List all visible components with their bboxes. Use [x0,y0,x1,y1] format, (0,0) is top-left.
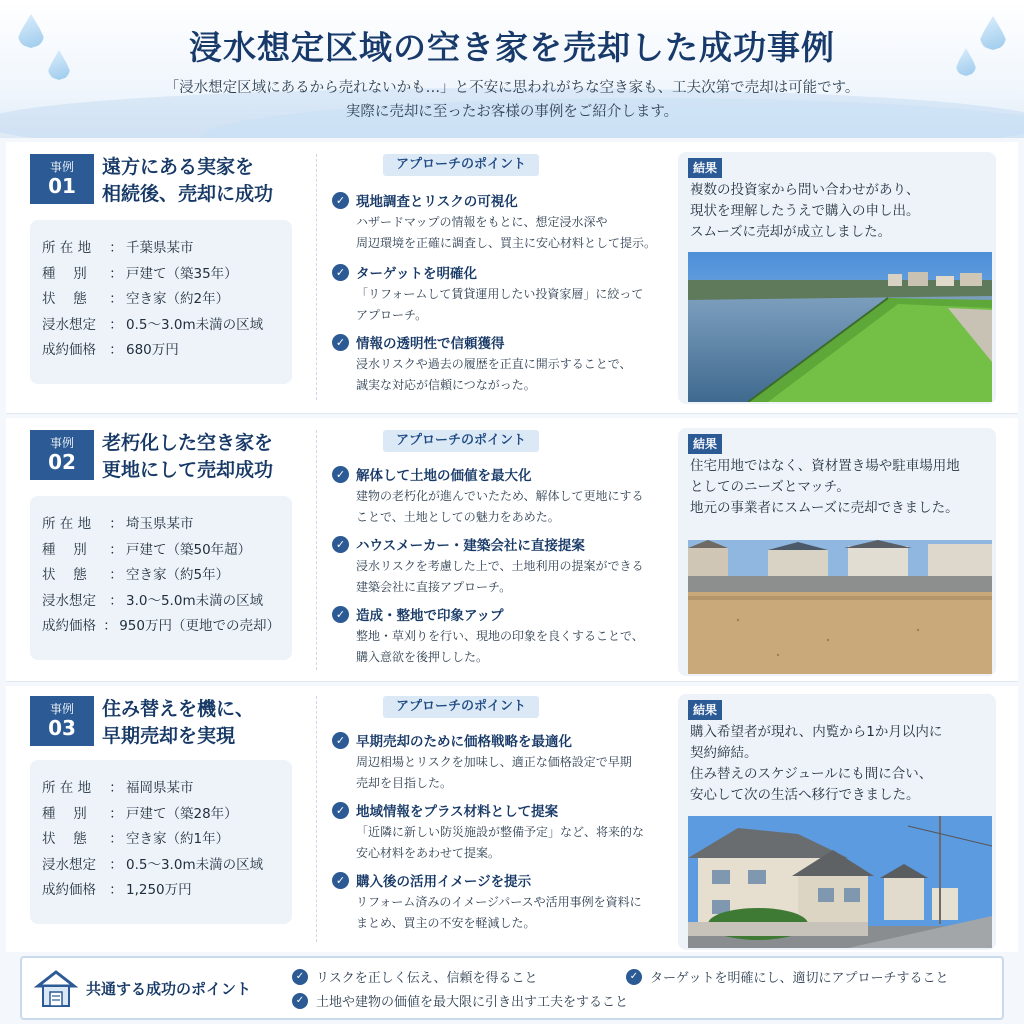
result-line: としてのニーズとマッチ。 [690,479,850,495]
info-key: 成約価格 [42,342,96,358]
result-panel [678,694,996,950]
approach-point [332,870,672,934]
info-colon: ： [109,805,123,822]
info-value: 空き家（約5年） [126,567,230,583]
point-heading: 早期売却のために価格戦略を最適化 [356,734,572,750]
info-colon: ： [109,592,123,609]
result-line: 現状を理解したうえで購入の申し出。 [690,203,920,219]
point-text: まとめ、買主の不安を軽減した。 [356,916,536,930]
approach-point [332,800,672,864]
vacant-lot-photo [688,540,992,674]
info-value: 空き家（約1年） [126,831,230,847]
check-icon: ✓ [332,334,349,351]
check-icon: ✓ [292,993,308,1009]
point-heading: 情報の透明性で信頼獲得 [356,336,505,352]
point-heading: 購入後の活用イメージを提示 [356,874,532,890]
common-point-text: 土地や建物の価値を最大限に引き出す工夫をすること [316,995,629,1010]
info-colon: ： [109,265,123,282]
property-info [30,760,292,924]
approach-point [332,604,672,668]
result-line: 地元の事業者にスムーズに売却できました。 [690,500,959,516]
divider [316,154,317,400]
info-key: 種 別 [42,265,87,282]
point-text: 浸水リスクを考慮した上で、土地利用の提案ができる [356,559,644,573]
case-title-line: 遠方にある実家を [102,156,255,178]
case-title-line: 早期売却を実現 [102,725,236,747]
info-row [42,313,280,339]
info-colon: ： [109,316,123,333]
point-text: 「リフォームして賃貸運用したい投資家層」に絞って [356,287,644,301]
check-icon: ✓ [332,192,349,209]
info-row [42,614,280,640]
info-row [42,236,280,262]
approach-label: アプローチのポイント [383,696,539,718]
common-point [292,991,628,1010]
info-colon: ： [103,618,117,634]
case-badge [30,430,94,480]
approach-point [332,730,672,794]
info-colon: ： [109,780,123,796]
case-title [102,154,312,208]
info-key: 種 別 [42,805,87,822]
page-title: 浸水想定区域の空き家を売却した成功事例 [189,28,835,67]
point-text: 売却を目指した。 [356,776,453,790]
approach-point [332,262,672,326]
point-text: 購入意欲を後押しした。 [356,650,489,664]
approach-label: アプローチのポイント [383,430,539,452]
common-points-title: 共通する成功のポイント [86,980,252,998]
result-label: 結果 [688,158,722,178]
property-info [30,496,292,660]
info-row [42,538,280,564]
result-label: 結果 [688,434,722,454]
case-03 [6,686,1018,952]
info-key: 成約価格 [42,618,96,634]
common-point-text: リスクを正しく伝え、信頼を得ること [316,971,538,986]
info-value: 埼玉県某市 [126,516,194,532]
check-icon: ✓ [626,969,642,985]
river-embankment-photo [688,252,992,402]
point-heading: 造成・整地で印象アップ [356,608,504,624]
point-text: ことで、土地としての魅力をあめた。 [356,510,560,524]
info-colon: ： [109,856,123,873]
result-line: 住み替えのスケジュールにも間に合い、 [690,766,933,782]
point-text: アプローチ。 [356,308,428,322]
common-point [626,967,948,986]
approach-point [332,464,672,528]
info-row [42,287,280,313]
point-text: 周辺相場とリスクを加味し、適正な価格設定で早期 [356,755,632,769]
info-colon: ： [109,240,123,256]
photo-image [688,540,992,674]
point-text: 周辺環境を正確に調査し、買主に安心材料として提示。 [356,236,657,250]
info-value: 福岡県某市 [126,780,194,796]
point-text: 「近隣に新しい防災施設が整備予定」など、将来的な [356,825,645,839]
case-01 [6,142,1018,414]
info-colon: ： [109,882,123,898]
case-number: 02 [48,450,76,474]
info-row [42,338,280,364]
lead-text [0,76,1024,124]
info-value: 戸建て（築35年） [126,265,238,282]
case-number: 01 [48,174,76,198]
case-title [102,430,312,484]
point-heading: 地域情報をプラス材料として提案 [356,804,559,820]
case-prefix: 事例 [49,702,74,716]
common-point-text: ターゲットを明確にし、適切にアプローチすること [650,971,949,986]
case-prefix: 事例 [49,436,74,450]
check-icon: ✓ [332,536,349,553]
info-key: 浸水想定 [42,592,96,609]
info-colon: ： [109,567,123,583]
info-key: 所 在 地 [42,780,92,796]
point-text: 誠実な対応が信頼につながった。 [356,378,536,392]
info-row [42,802,280,828]
info-row [42,262,280,288]
check-icon: ✓ [332,466,349,483]
info-row [42,563,280,589]
lead-line: 「浸水想定区域にあるから売れないかも…」と不安に思われがちな空き家も、工夫次第で売却は可能です。 [164,80,860,96]
info-value: 680万円 [126,342,179,358]
info-key: 所 在 地 [42,240,92,256]
common-point [292,967,538,986]
result-panel [678,152,996,404]
result-line: 安心して次の生活へ移行できました。 [690,787,920,803]
info-value: 0.5～3.0m未満の区域 [126,316,264,333]
info-key: 状 態 [42,291,87,307]
point-heading: ターゲットを明確化 [356,266,477,282]
check-icon: ✓ [332,606,349,623]
approach-point [332,332,672,396]
info-key: 所 在 地 [42,516,92,532]
info-value: 0.5～3.0m未満の区域 [126,856,264,873]
point-text: 安心材料をあわせて提案。 [356,846,501,860]
point-text: 建築会社に直接アプローチ。 [356,580,512,594]
case-title-line: 相続後、売却に成功 [102,183,274,205]
info-key: 状 態 [42,567,87,583]
info-row [42,512,280,538]
point-heading: 解体して土地の価値を最大化 [356,468,532,484]
info-colon: ： [109,831,123,847]
divider [316,696,317,942]
case-title-line: 住み替えを機に、 [102,698,255,720]
approach-label: アプローチのポイント [383,154,539,176]
info-key: 成約価格 [42,882,96,898]
info-key: 種 別 [42,541,87,558]
point-text: リフォーム済みのイメージパースや活用事例を資料に [356,895,642,909]
case-number: 03 [48,716,76,740]
check-icon: ✓ [292,969,308,985]
info-colon: ： [109,541,123,558]
info-row [42,827,280,853]
result-text [690,180,990,243]
info-key: 浸水想定 [42,316,96,333]
point-text: 建物の老朽化が進んでいたため、解体して更地にする [356,489,644,503]
case-prefix: 事例 [49,160,74,174]
info-row [42,878,280,904]
divider [316,430,317,670]
result-line: 契約締結。 [690,745,758,761]
info-key: 浸水想定 [42,856,96,873]
property-info [30,220,292,384]
point-heading: 現地調査とリスクの可視化 [356,194,518,210]
approach-point [332,534,672,598]
lead-line: 実際に売却に至ったお客様の事例をご紹介します。 [345,104,679,120]
point-text: 浸水リスクや過去の履歴を正直に開示することで、 [356,357,632,371]
house-photo [688,816,992,948]
check-icon: ✓ [332,802,349,819]
info-value: 戸建て（築28年） [126,805,238,822]
info-value: 空き家（約2年） [126,291,230,307]
point-text: ハザードマップの情報をもとに、想定浸水深や [356,215,608,229]
photo-image [688,252,992,402]
result-text [690,456,990,519]
case-badge [30,154,94,204]
point-text: 整地・草刈りを行い、現地の印象を良くすることで、 [356,629,644,643]
result-label: 結果 [688,700,722,720]
photo-image [688,816,992,948]
case-badge [30,696,94,746]
info-value: 950万円（更地での売却） [119,618,280,634]
result-line: スムーズに売却が成立しました。 [690,224,892,240]
common-points-box [20,956,1004,1020]
point-heading: ハウスメーカー・建築会社に直接提案 [356,538,585,554]
info-value: 3.0～5.0m未満の区域 [126,592,264,609]
info-value: 戸建て（築50年超） [126,541,252,558]
info-row [42,853,280,879]
approach-point [332,190,672,254]
info-key: 状 態 [42,831,87,847]
check-icon: ✓ [332,732,349,749]
case-title-line: 更地にして売却成功 [102,459,274,481]
result-panel [678,428,996,676]
result-line: 複数の投資家から問い合わせがあり、 [690,182,920,198]
result-line: 住宅用地ではなく、資材置き場や駐車場用地 [690,458,960,474]
case-02 [6,418,1018,682]
check-icon: ✓ [332,264,349,281]
info-value: 1,250万円 [126,882,192,898]
info-colon: ： [109,291,123,307]
result-text [690,722,990,806]
info-colon: ： [109,342,123,358]
info-colon: ： [109,516,123,532]
info-row [42,776,280,802]
header [0,0,1024,138]
case-title [102,696,312,750]
result-line: 購入希望者が現れ、内覧から1か月以内に [690,724,943,740]
info-value: 千葉県某市 [126,240,194,256]
info-row [42,589,280,615]
check-icon: ✓ [332,872,349,889]
house-document-icon [34,966,78,1010]
case-title-line: 老朽化した空き家を [102,432,274,454]
